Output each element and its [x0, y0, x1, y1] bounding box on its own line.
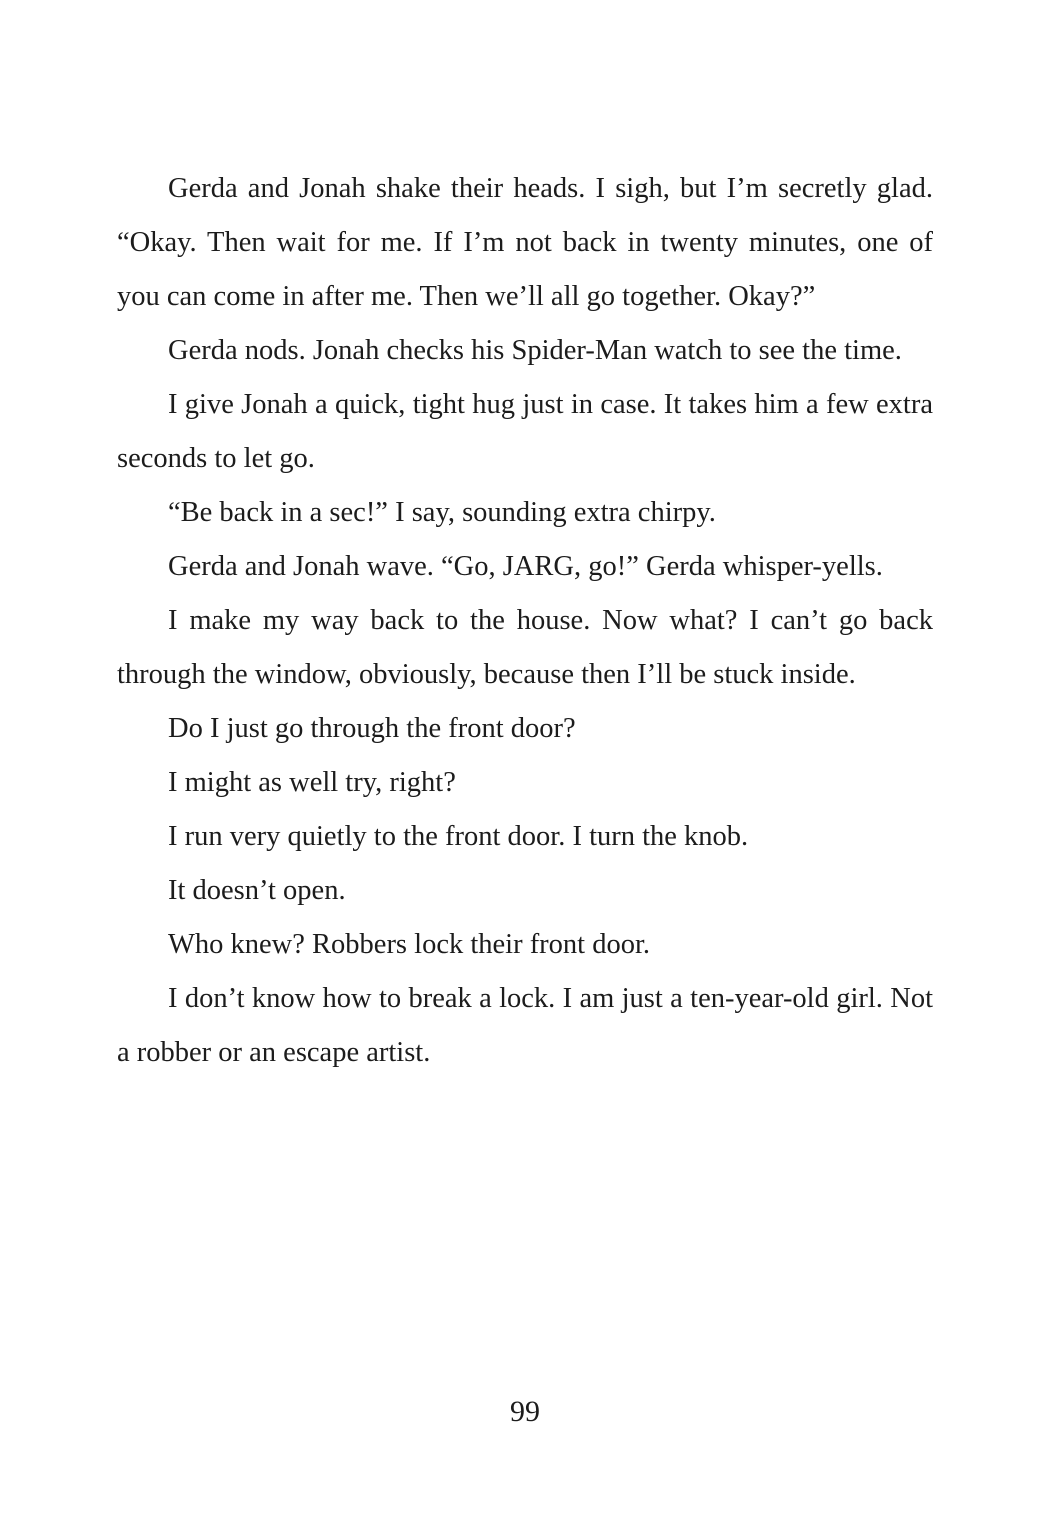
paragraph: Gerda and Jonah wave. “Go, JARG, go!” Gerda whisper-yells. — [168, 551, 883, 582]
paragraph: Do I just go through the front door? — [168, 713, 576, 744]
paragraph: Who knew? Robbers lock their front door. — [168, 929, 651, 960]
paragraph: It doesn’t open. — [168, 875, 346, 906]
paragraph: I don’t know how to break a lock. I am just a ten-year-old girl. Not a robber or an escape artist. — [117, 983, 933, 1068]
paragraph: I make my way back to the house. Now what? I can’t go back through the window, obviously, because then I’ll be stuck inside. — [117, 605, 933, 690]
page-number: 99 — [510, 1395, 540, 1428]
paragraph: I give Jonah a quick, tight hug just in case. It takes him a few extra seconds to let go. — [117, 389, 933, 474]
body-text — [117, 162, 933, 1080]
paragraph: I might as well try, right? — [168, 767, 456, 798]
paragraph: Gerda and Jonah shake their heads. I sigh, but I’m secretly glad. “Okay. Then wait for me. If I’m not back in twenty minutes, one of you can come in after me. Then we’ll all go together. Okay?” — [117, 173, 933, 312]
paragraph: I run very quietly to the front door. I turn the knob. — [168, 821, 749, 852]
paragraph: Gerda nods. Jonah checks his Spider-Man watch to see the time. — [168, 335, 902, 366]
paragraph: “Be back in a sec!” I say, sounding extra chirpy. — [168, 497, 716, 528]
